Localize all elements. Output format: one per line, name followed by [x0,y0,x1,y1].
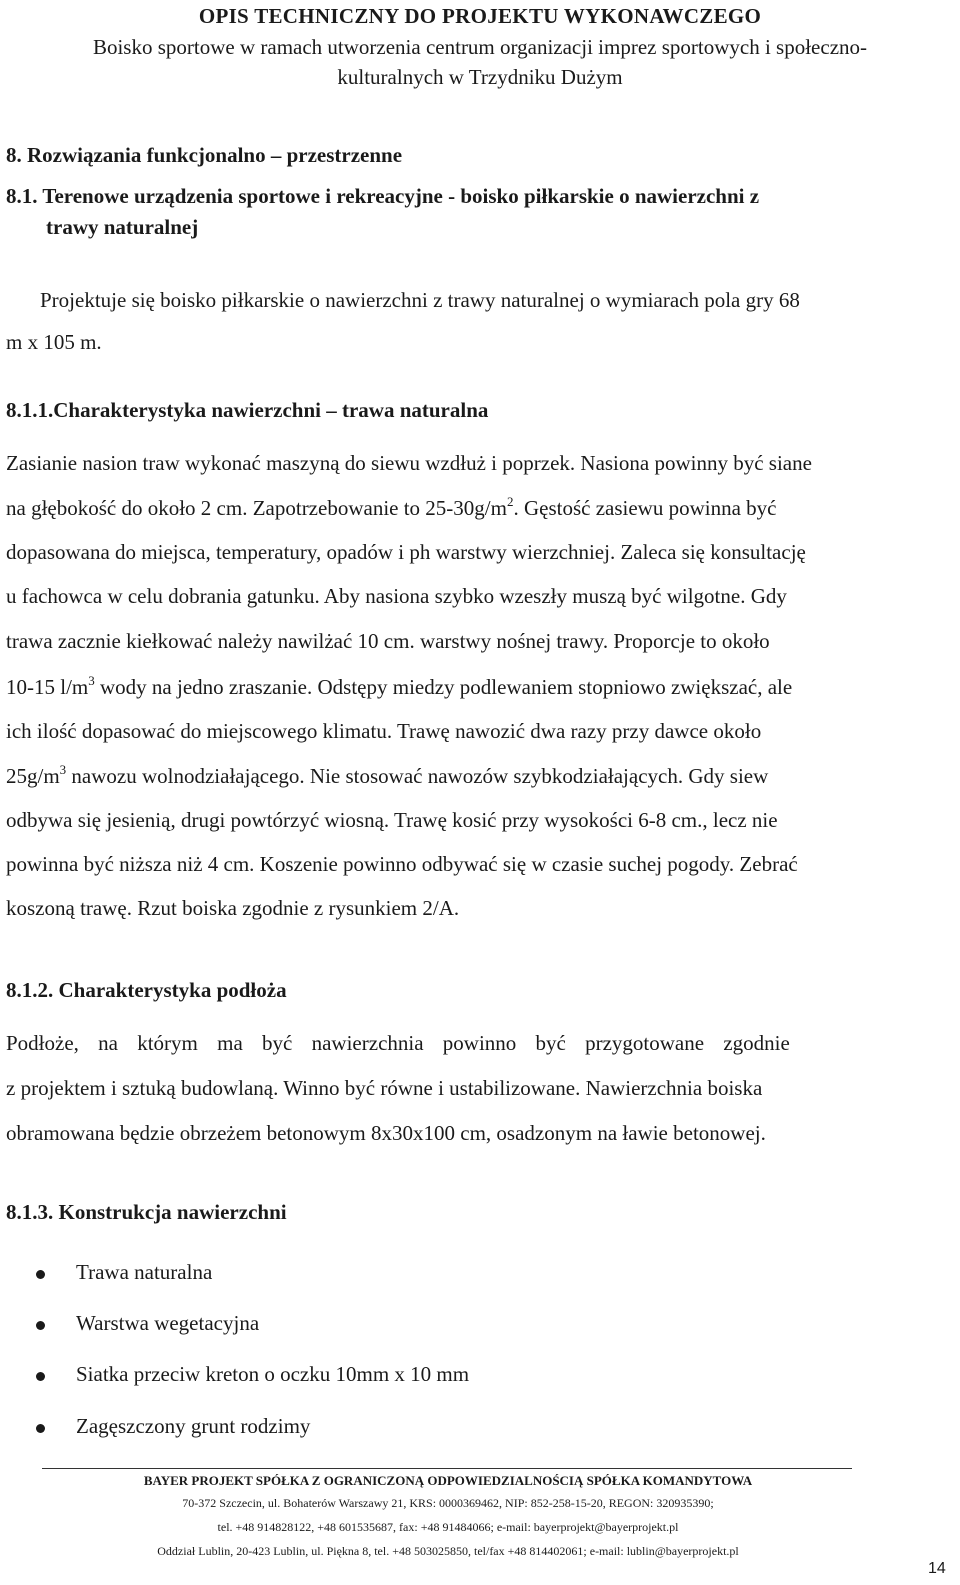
line-text: Podłoże, na którym ma być nawierzchnia powinno być przygotowane zgodnie [6,1031,790,1055]
paragraph-line [6,756,950,796]
list-item-text: Siatka przeciw kreton o oczku 10mm x 10 mm [76,1362,470,1386]
line-text: na głębokość do około 2 cm. Zapotrzebowanie to 25-30g/m [6,496,507,520]
section-8-1-heading-line-1: 8.1. Terenowe urządzenia sportowe i rekreacyjne - boisko piłkarskie o nawierzchni z [6,184,760,208]
line-text: ich ilość dopasować do miejscowego klimatu. Trawę nawozić dwa razy przy dawce około [6,719,762,743]
paragraph-line [6,443,950,483]
line-text: trawa zacznie kiełkować należy nawilżać 10 cm. warstwy nośnej trawy. Proporcje to około [6,629,770,653]
line-text: dopasowana do miejsca, temperatury, opadów i ph warstwy wierzchniej. Zaleca się konsultację [6,540,806,564]
section-8-1-1-heading: 8.1.1.Charakterystyka nawierzchni – trawa naturalna [6,398,489,422]
paragraph-line [6,667,950,707]
superscript: 3 [88,673,95,688]
line-text: odbywa się jesienią, drugi powtórzyć wiosną. Trawę kosić przy wysokości 6-8 cm., lecz nie [6,808,778,832]
paragraph-line [6,488,950,528]
subtitle-line-1: Boisko sportowe w ramach utworzenia centrum organizacji imprez sportowych i społeczno- [92,35,868,59]
document-subtitle [0,32,960,92]
list-item-text: Zagęszczony grunt rodzimy [76,1414,311,1438]
list-item-text: Warstwa wegetacyjna [76,1311,260,1335]
page-number: 14 [928,1560,946,1577]
footer-company-name: BAYER PROJEKT SPÓŁKA Z OGRANICZONĄ ODPOWIEDZIALNOŚCIĄ SPÓŁKA KOMANDYTOWA [143,1473,753,1488]
bullet-icon [36,1424,45,1433]
paragraph-line [6,576,950,616]
line-text: koszoną trawę. Rzut boiska zgodnie z rysunkiem 2/A. [6,896,460,920]
paragraph-line [6,532,950,572]
paragraph-line [6,844,950,884]
paragraph-line [6,621,950,661]
bullet-icon [36,1321,45,1330]
intro-paragraph-line-2: m x 105 m. [6,330,102,354]
paragraph-line [6,888,950,928]
section-8-1-2-heading: 8.1.2. Charakterystyka podłoża [6,978,287,1002]
superscript: 3 [59,762,67,777]
line-text: nawozu wolnodziałającego. Nie stosować nawozów szybkodziałających. Gdy siew [66,764,769,788]
paragraph-line [6,800,950,840]
section-8-heading: 8. Rozwiązania funkcjonalno – przestrzenne [6,143,403,167]
line-text: z projektem i sztuką budowlaną. Winno być równe i ustabilizowane. Nawierzchnia boiska [6,1076,763,1100]
footer-branch: Oddział Lublin, 20-423 Lublin, ul. Piękna 8, tel. +48 503025850, tel/fax +48 814402061; e-mail: lublin@bayerprojekt.pl [157,1544,739,1558]
line-text: . Gęstość zasiewu powinna być [513,496,777,520]
list-item-text: Trawa naturalna [76,1260,213,1284]
line-text: obramowana będzie obrzeżem betonowym 8x30x100 cm, osadzonym na ławie betonowej. [6,1121,766,1145]
line-text: powinna być niższa niż 4 cm. Koszenie powinno odbywać się w czasie suchej pogody. Zebrać [6,852,798,876]
intro-paragraph-line-1: Projektuje się boisko piłkarskie o nawierzchni z trawy naturalnej o wymiarach pola gry 68 [40,288,800,312]
paragraph-line [6,1113,950,1153]
line-text: wody na jedno zraszanie. Odstępy miedzy podlewaniem stopniowo zwiększać, ale [94,675,793,699]
paragraph-line [6,1068,950,1108]
section-8-1-heading-line-2: trawy naturalnej [46,215,199,239]
line-text: u fachowca w celu dobrania gatunku. Aby nasiona szybko wzeszły muszą być wilgotne. Gdy [6,584,787,608]
superscript: 2 [506,494,514,509]
paragraph-line [6,711,950,751]
line-text: 10-15 l/m [6,675,89,699]
footer-divider [42,1468,852,1469]
document-title: OPIS TECHNICZNY DO PROJEKTU WYKONAWCZEGO [198,4,762,28]
bullet-icon [36,1372,45,1381]
footer-contact: tel. +48 914828122, +48 601535687, fax: +48 91484066; e-mail: bayerprojekt@bayerprojekt.pl [217,1520,679,1534]
line-text: 25g/m [6,764,60,788]
line-text: Zasianie nasion traw wykonać maszyną do siewu wzdłuż i poprzek. Nasiona powinny być siane [6,451,812,475]
footer-address: 70-372 Szczecin, ul. Bohaterów Warszawy 21, KRS: 0000369462, NIP: 852-258-15-20, REGON: 320935390; [182,1496,714,1510]
subtitle-line-2: kulturalnych w Trzydniku Dużym [337,65,623,89]
bullet-icon [36,1270,45,1279]
section-8-1-3-heading: 8.1.3. Konstrukcja nawierzchni [6,1200,287,1224]
paragraph-line [6,1023,950,1063]
